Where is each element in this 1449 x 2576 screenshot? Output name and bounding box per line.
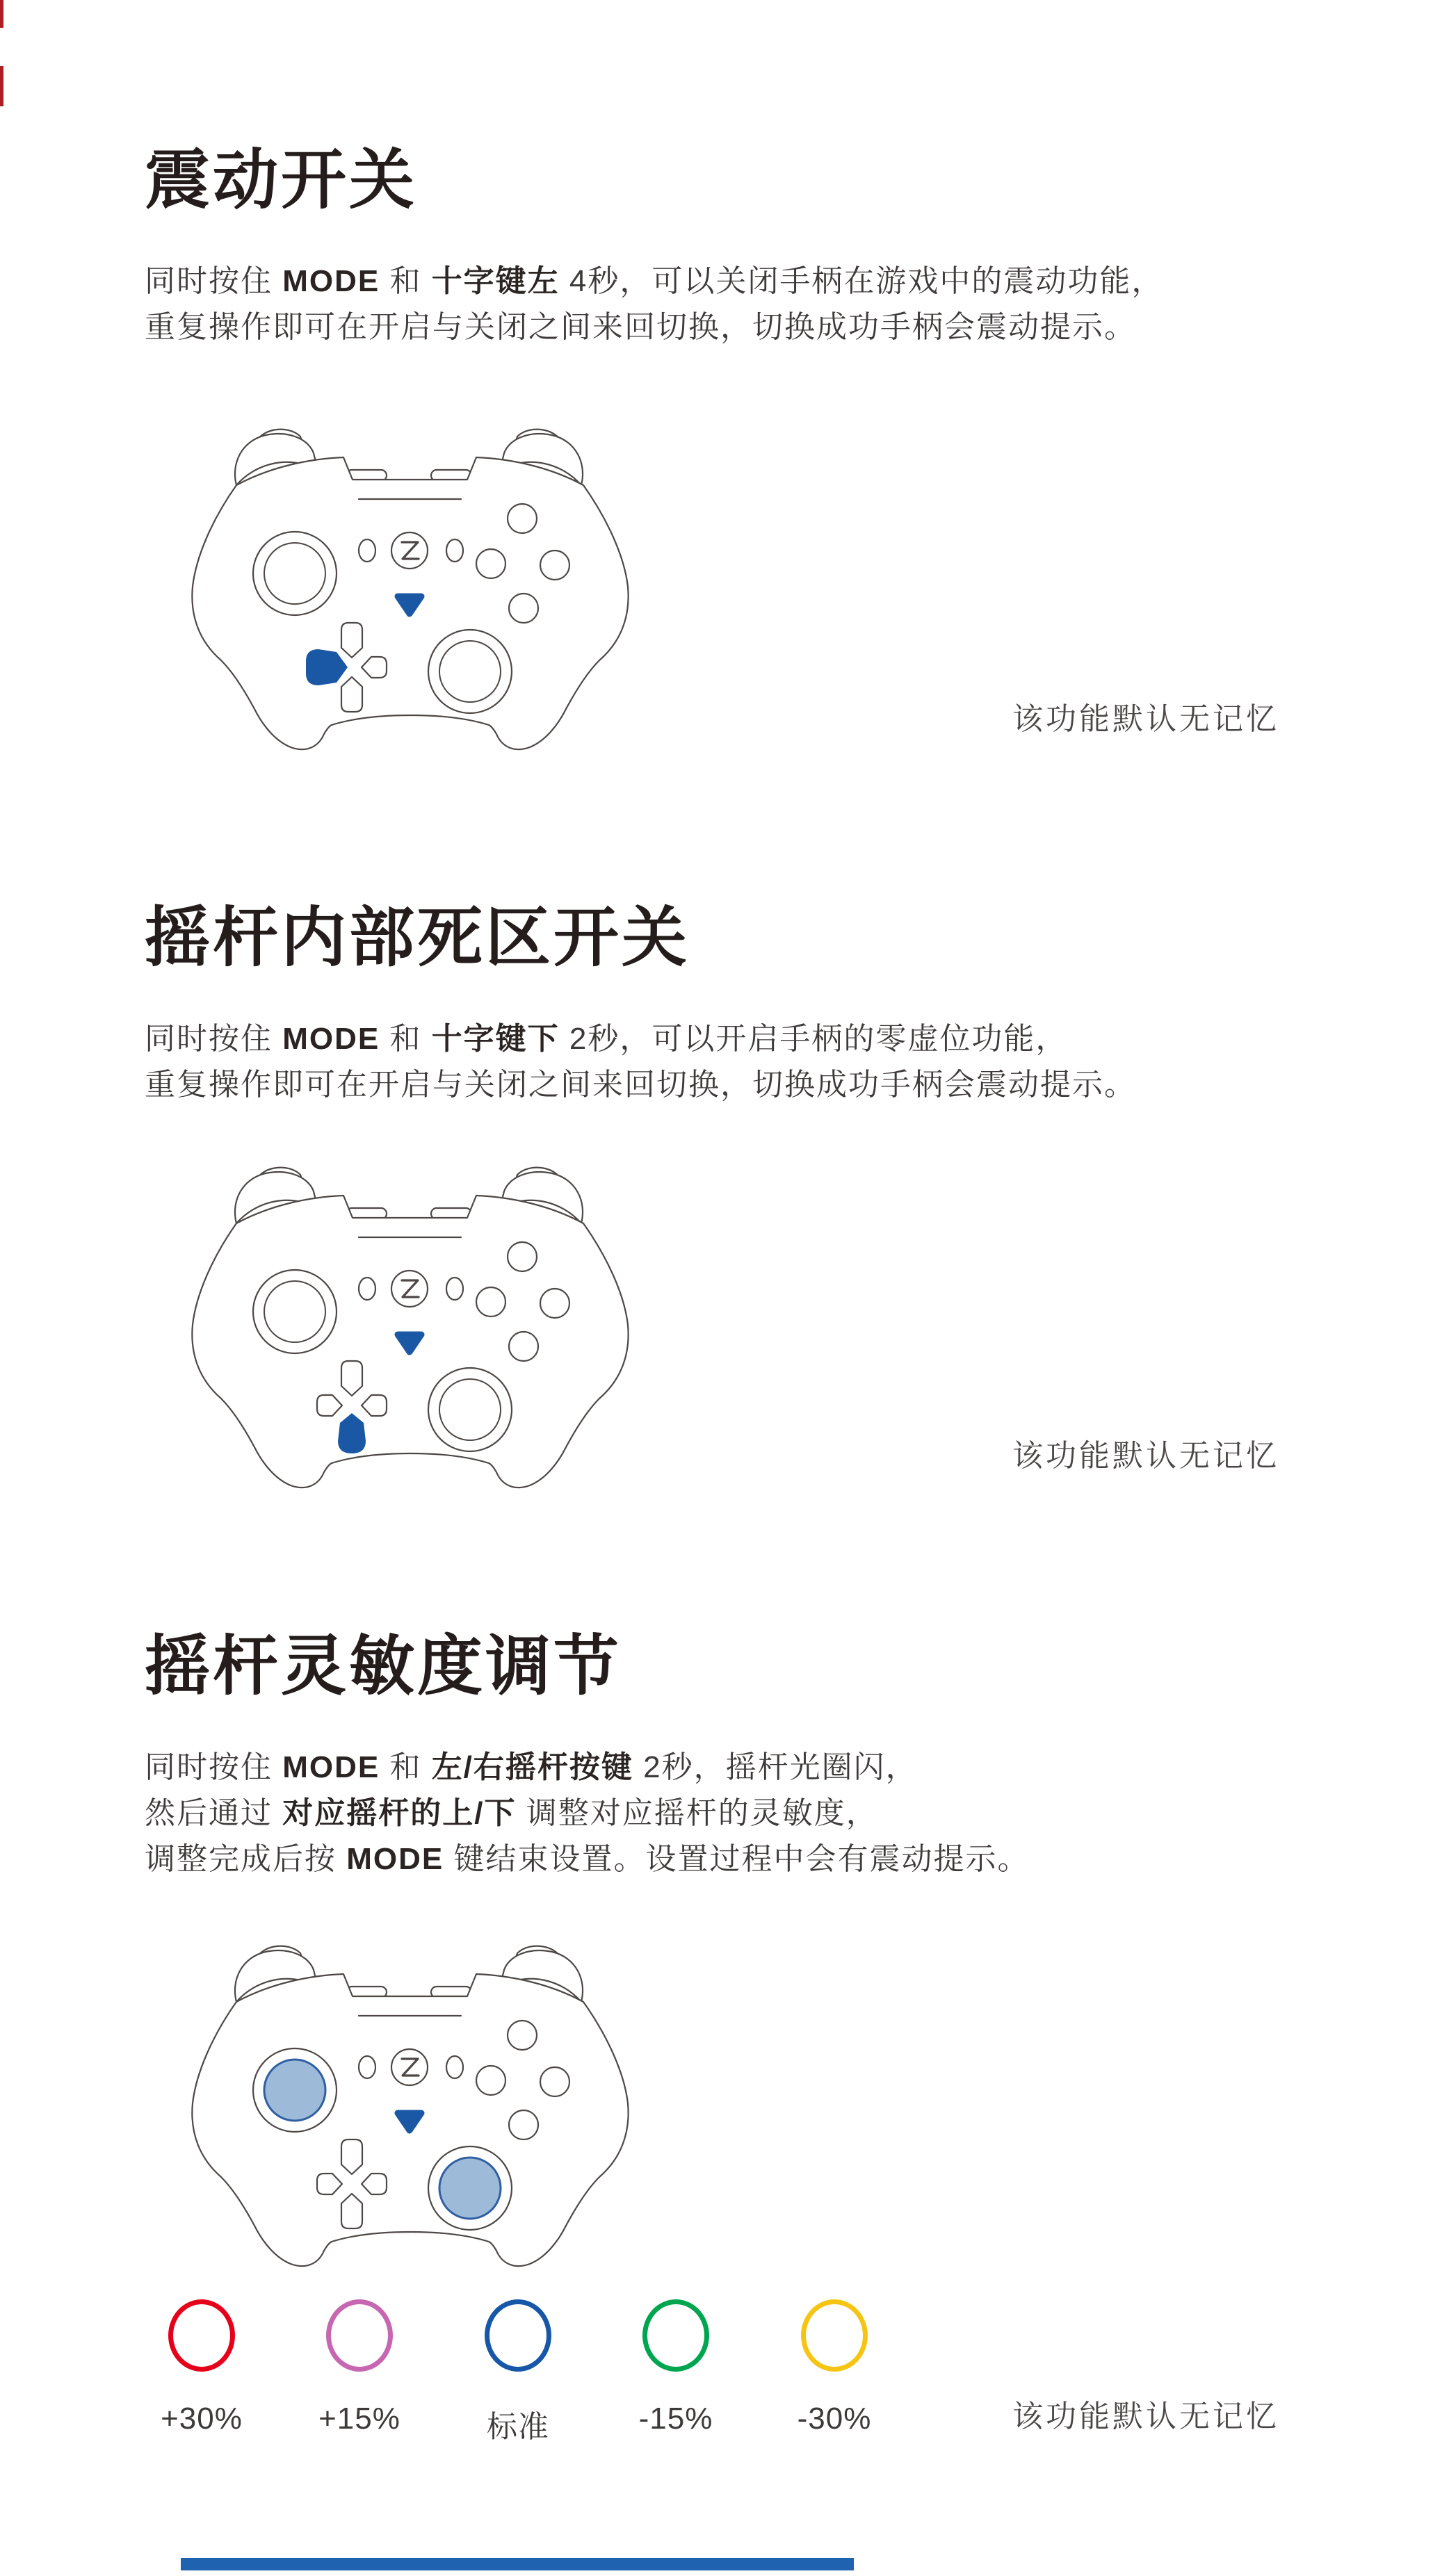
color-ring-icon xyxy=(801,2299,868,2372)
button-a xyxy=(509,1332,538,1361)
button-x xyxy=(476,549,505,578)
key-name-bold: MODE xyxy=(282,264,380,298)
button-x xyxy=(476,2066,505,2095)
button-a xyxy=(509,2110,538,2139)
sensitivity-level-label: +30% xyxy=(161,2402,243,2436)
sensitivity-level xyxy=(619,2299,733,2436)
instruction-line xyxy=(145,1016,1136,1062)
controller-figure-dpad-left xyxy=(172,409,645,763)
menu-button xyxy=(446,2056,463,2078)
key-name-bold: 左/右摇杆按键 xyxy=(431,1750,633,1784)
text-run: 2秒，可以开启手柄的零虚位功能， xyxy=(559,1022,1068,1056)
instruction-line xyxy=(145,1836,1029,1882)
sensitivity-level-label: +15% xyxy=(318,2402,400,2436)
color-ring-icon xyxy=(326,2299,393,2372)
sensitivity-level-label: 标准 xyxy=(487,2410,549,2444)
menu-button xyxy=(446,539,463,562)
text-run: 和 xyxy=(380,1750,432,1784)
button-x xyxy=(476,1287,505,1316)
instruction-line xyxy=(145,1791,1029,1836)
controller-drawing xyxy=(172,1147,645,1501)
page-bottom-bar xyxy=(181,2558,854,2570)
text-run: 同时按住 xyxy=(145,264,283,298)
button-y xyxy=(508,2021,537,2050)
button-y xyxy=(508,1242,537,1271)
text-run: 和 xyxy=(380,264,432,298)
section-title-vibration: 震动开关 xyxy=(145,143,418,216)
key-name-bold: 十字键下 xyxy=(431,1022,560,1056)
sensitivity-level xyxy=(302,2299,416,2436)
key-name-bold: MODE xyxy=(346,1842,444,1876)
no-memory-note: 该功能默认无记忆 xyxy=(1012,2399,1279,2434)
text-run: 4秒，可以关闭手柄在游戏中的震动功能， xyxy=(559,264,1164,298)
view-button xyxy=(359,1278,375,1300)
button-b xyxy=(540,551,569,580)
color-ring-icon xyxy=(485,2299,551,2372)
sensitivity-level-label: -15% xyxy=(638,2402,713,2436)
sensitivity-level-label: -30% xyxy=(797,2402,872,2436)
instruction-line xyxy=(145,1062,1136,1108)
stick-cap-highlighted xyxy=(264,2060,325,2121)
text-run: 和 xyxy=(380,1022,432,1056)
no-memory-note: 该功能默认无记忆 xyxy=(1012,1439,1279,1473)
text-run: 键结束设置。设置过程中会有震动提示。 xyxy=(444,1842,1030,1876)
sensitivity-level xyxy=(461,2299,575,2446)
text-run: 重复操作即可在开启与关闭之间来回切换，切换成功手柄会震动提示。 xyxy=(145,310,1136,344)
stick-cap xyxy=(264,543,325,604)
text-run: 同时按住 xyxy=(145,1022,283,1056)
button-b xyxy=(540,1289,569,1318)
key-name-bold: 对应摇杆的上/下 xyxy=(282,1796,517,1830)
sensitivity-level xyxy=(145,2299,259,2436)
key-name-bold: MODE xyxy=(282,1750,380,1784)
controller-figure-sticks xyxy=(172,1925,645,2280)
controller-drawing xyxy=(172,409,645,763)
text-run: 2秒，摇杆光圈闪， xyxy=(633,1750,918,1784)
stick-cap-highlighted xyxy=(439,2158,501,2219)
instruction-line xyxy=(145,304,1163,350)
button-b xyxy=(540,2067,569,2096)
stick-cap xyxy=(264,1281,325,1342)
page-edge-mark xyxy=(0,66,3,106)
color-ring-icon xyxy=(168,2299,235,2372)
controller-figure-dpad-down xyxy=(172,1147,645,1501)
section-title-deadzone: 摇杆内部死区开关 xyxy=(145,901,690,974)
instruction-line xyxy=(145,1745,1029,1791)
instruction-paragraph xyxy=(145,1745,1029,1882)
text-run: 调整完成后按 xyxy=(145,1842,347,1876)
color-ring-icon xyxy=(642,2299,709,2372)
text-run: 重复操作即可在开启与关闭之间来回切换，切换成功手柄会震动提示。 xyxy=(145,1068,1136,1102)
stick-cap xyxy=(439,1379,501,1440)
text-run: 同时按住 xyxy=(145,1750,283,1784)
button-a xyxy=(509,594,538,623)
view-button xyxy=(359,539,375,562)
instruction-paragraph xyxy=(145,1016,1136,1108)
view-button xyxy=(359,2056,375,2078)
controller-drawing xyxy=(172,1925,645,2280)
instruction-paragraph xyxy=(145,259,1163,350)
no-memory-note: 该功能默认无记忆 xyxy=(1012,702,1279,736)
text-run: 然后通过 xyxy=(145,1796,283,1830)
sensitivity-legend xyxy=(0,2299,973,2466)
text-run: 调整对应摇杆的灵敏度， xyxy=(516,1796,878,1830)
sensitivity-level xyxy=(777,2299,891,2436)
menu-button xyxy=(446,1278,463,1300)
page-edge-mark xyxy=(0,0,3,28)
instruction-line xyxy=(145,259,1163,304)
button-y xyxy=(508,504,537,533)
stick-cap xyxy=(439,641,501,702)
section-title-sensitivity: 摇杆灵敏度调节 xyxy=(145,1629,622,1702)
key-name-bold: 十字键左 xyxy=(431,264,560,298)
key-name-bold: MODE xyxy=(282,1022,380,1056)
